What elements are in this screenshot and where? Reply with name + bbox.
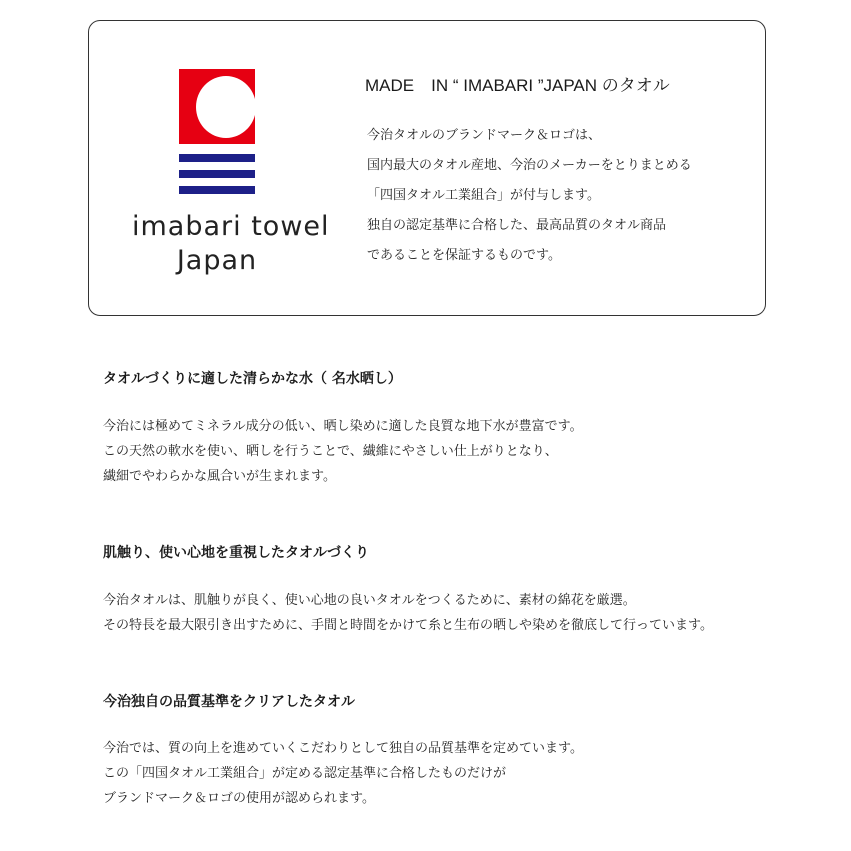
section-quality-standard (103, 691, 803, 806)
paragraph-line: この天然の軟水を使い、晒しを行うことで、繊維にやさしい仕上がりとなり、 (103, 444, 558, 459)
card-line: 独自の認定基準に合格した、最高品質のタオル商品 (367, 218, 667, 233)
paragraph-line: 今治には極めてミネラル成分の低い、晒し染めに適した良質な地下水が豊富です。 (103, 419, 583, 434)
section-paragraph (103, 414, 583, 489)
card-line: 今治タオルのブランドマーク＆ロゴは、 (367, 128, 602, 143)
paragraph-line: 繊細でやわらかな風合いが生まれます。 (103, 469, 336, 484)
section-heading: タオルづくりに適した清らかな水（ 名水晒し） (103, 371, 402, 387)
logo-white-circle (196, 76, 256, 138)
paragraph-line: その特長を最大限引き出すために、手間と時間をかけて糸と生布の晒しや染めを徹底して行っています。 (103, 618, 713, 633)
paragraph-line: この「四国タオル工業組合」が定める認定基準に合格したものだけが (103, 766, 507, 781)
card-title: MADE IN “ IMABARI ”JAPAN のタオル (365, 76, 670, 95)
section-heading: 今治独自の品質基準をクリアしたタオル (103, 694, 355, 710)
paragraph-line: ブランドマーク＆ロゴの使用が認められます。 (103, 791, 375, 806)
imabari-towel-logo (132, 67, 357, 287)
card-line: 「四国タオル工業組合」が付与します。 (367, 188, 600, 203)
section-heading: 肌触り、使い心地を重視したタオルづくり (103, 545, 369, 561)
card-line: 国内最大のタオル産地、今治のメーカーをとりまとめる (367, 158, 692, 173)
card-description (367, 121, 692, 271)
logo-wordmark-line1: imabari towel (132, 211, 330, 242)
logo-stripe-3 (179, 186, 255, 194)
section-comfort (103, 542, 803, 633)
section-soft-water (103, 368, 803, 484)
brand-info-card (88, 20, 766, 316)
logo-wordmark-line2: Japan (176, 245, 258, 276)
section-paragraph (103, 588, 713, 638)
paragraph-line: 今治タオルは、肌触りが良く、使い心地の良いタオルをつくるために、素材の綿花を厳選。 (103, 593, 636, 608)
logo-stripe-2 (179, 170, 255, 178)
card-line: であることを保証するものです。 (367, 248, 561, 263)
section-paragraph (103, 736, 583, 811)
logo-stripe-1 (179, 154, 255, 162)
paragraph-line: 今治では、質の向上を進めていくこだわりとして独自の品質基準を定めています。 (103, 741, 583, 756)
